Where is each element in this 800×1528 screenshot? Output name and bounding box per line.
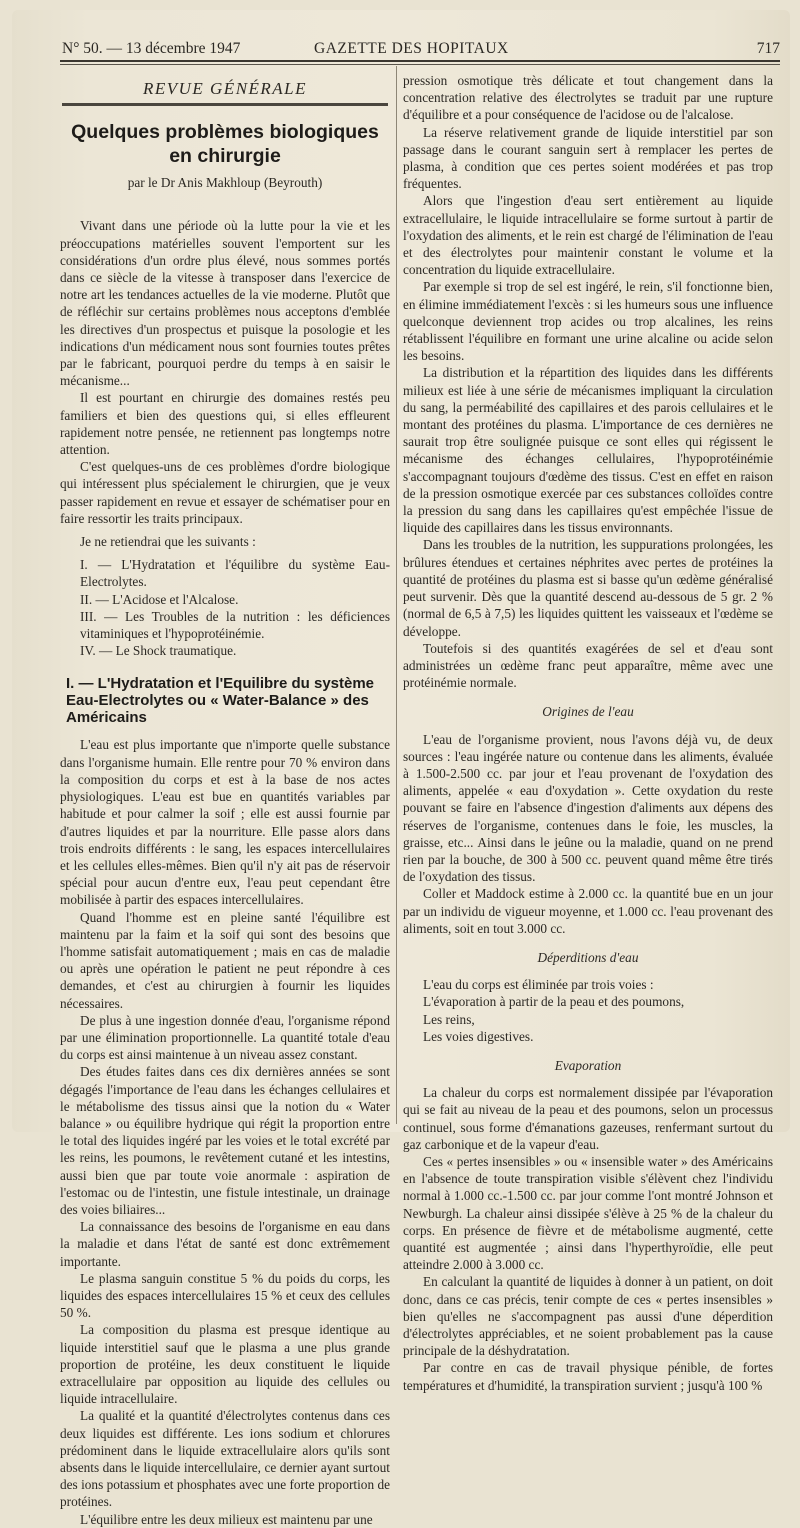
section-heading: REVUE GÉNÉRALE bbox=[142, 79, 308, 98]
toc-item: III. — Les Troubles de la nutrition : les déficiences vitaminiques et l'hypoprotéinémie. bbox=[80, 608, 390, 642]
body-paragraph: La qualité et la quantité d'électrolytes contenus dans ces deux liquides est différente. Les ions sodium et chlorures prédominent dans le liquide extracellulaire alors qu'ils sont absents dans le liquide intercellulaire, ce dernier ayant surtout des ions potassium et phosphates avec une forte proportion de protéines. bbox=[60, 1408, 390, 1510]
body-paragraph: Quand l'homme est en pleine santé l'équilibre est maintenu par la faim et la soif qui sont des besoins que l'homme satisfait automatiquement ; mais en cas de maladie ou après une opération le patient ne peut répondre à ces demandes, et c'est au chirurgien à fournir les liquides nécessaires. bbox=[60, 909, 390, 1011]
intro-paragraph: Il est pourtant en chirurgie des domaines restés peu familiers et bien des questions qui, si elles effleurent rapidement notre pensée, ne retiennent pas longtemps notre attention. bbox=[60, 390, 390, 458]
body-paragraph: Des études faites dans ces dix dernières années se sont dégagés l'importance de l'eau dans les échanges cellulaires et le métabolisme des tissus ainsi que la notion du « Water balance » ou équilibre hydrique qui régit la proportion entre le total des liquides ingéré par les voies et le total excrété par les reins, les poumons, le revêtement cutané et les intestins, aussi bien que par toute voie anormale : aspiration de l'estomac ou de l'intestin, une fistule intestinale, un drainage des voies biliaires... bbox=[60, 1064, 390, 1217]
body-paragraph: De plus à une ingestion donnée d'eau, l'organisme répond par une élimination proportionnelle. La quantité totale d'eau du corps est ainsi maintenue à un niveau assez constant. bbox=[60, 1012, 390, 1063]
running-header bbox=[62, 38, 780, 60]
list-item: Les voies digestives. bbox=[423, 1028, 534, 1044]
body-paragraph: La chaleur du corps est normalement dissipée par l'évaporation qui se fait au niveau de la peau et des poumons, selon un processus continuel, sous forme d'émanations gazeuses, renfermant surtout du gaz carbonique et de la vapeur d'eau. bbox=[403, 1085, 773, 1152]
toc-item: I. — L'Hydratation et l'équilibre du système Eau-Electrolytes. bbox=[80, 557, 390, 590]
body-paragraph: La composition du plasma est presque identique au liquide interstitiel sauf que le plasma a une plus grande proportion de protéine, les deux constituent le liquide extracellulaire par opposition au liquide des cellules ou liquide intracellulaire. bbox=[60, 1322, 390, 1407]
body-paragraph: Dans les troubles de la nutrition, les suppurations prolongées, les brûlures étendues et certaines néphrites avec pertes de protéines la quantité de protéines du plasma est si basse qu'un œdème généralisé peut survenir. Dès que la quantité descend au-dessous de 5 gr. 2 % (normal de 6,5 à 7,5) les liquides quittent les vaisseaux et l'œdème se développe. bbox=[403, 537, 773, 639]
body-paragraph: Par exemple si trop de sel est ingéré, le rein, s'il fonctionne bien, en élimine immédiatement l'excès : si les humeurs sous une influence quelconque deviennent trop acides ou trop alcalines, les reins rétablissent l'équilibre en formant une urine alcaline ou acide selon les besoins. bbox=[403, 279, 773, 364]
header-rule bbox=[60, 60, 780, 62]
body-paragraph: Par contre en cas de travail physique pénible, de fortes températures et d'humidité, la transpiration survient ; jusqu'à 100 % bbox=[403, 1360, 773, 1393]
right-column bbox=[403, 72, 773, 1394]
article-author: par le Dr Anis Makhloup (Beyrouth) bbox=[127, 175, 323, 191]
list-item: L'évaporation à partir de la peau et des poumons, bbox=[423, 994, 685, 1010]
list-item: Les reins, bbox=[423, 1011, 475, 1027]
subtitle-origines: Origines de l'eau bbox=[542, 704, 634, 720]
column-divider bbox=[396, 66, 397, 1124]
intro-paragraph: Je ne retiendrai que les suivants : bbox=[80, 534, 256, 550]
body-paragraph: Le plasma sanguin constitue 5 % du poids du corps, les liquides des espaces intercellulaires 15 % et ceux des cellules 50 %. bbox=[60, 1270, 390, 1321]
body-paragraph: Coller et Maddock estime à 2.000 cc. la quantité bue en un jour par un individu de vigueur moyenne, et 1.000 cc. l'eau provenant des aliments, soit en tout 3.000 cc. bbox=[403, 886, 773, 936]
body-paragraph: La connaissance des besoins de l'organisme en eau dans la maladie et dans l'état de santé est donc extrêmement importante. bbox=[60, 1219, 390, 1269]
journal-name: GAZETTE DES HOPITAUX bbox=[314, 40, 509, 57]
issue-date: N° 50. — 13 décembre 1947 bbox=[62, 40, 241, 57]
left-column bbox=[60, 78, 390, 1528]
body-paragraph: Ces « pertes insensibles » ou « insensible water » des Américains en l'absence de toute transpiration visible s'élèvent chez l'individu normal à 1.000 cc.-1.500 cc. par jour comme l'ont montré Johnson et Newburgh. La chaleur ainsi dissipée s'élève à 25 % de la chaleur du corps. En présence de fièvre et de métabolisme augmenté, cette quantité est augmentée ; ainsi dans l'hyperthyroïdie, elle peut atteindre 2.000 à 3.000 cc. bbox=[403, 1153, 773, 1273]
subtitle-evaporation: Evaporation bbox=[554, 1057, 622, 1073]
body-paragraph: L'eau du corps est éliminée par trois voies : bbox=[423, 977, 654, 993]
body-paragraph: pression osmotique très délicate et tout changement dans la concentration relative des électrolytes se traduit par une rupture d'équilibre et a pour conséquence de l'acidose ou de l'alcalose. bbox=[403, 73, 773, 123]
page-number: 717 bbox=[756, 40, 780, 57]
article-title: Quelques problèmes biologiques en chirurgie bbox=[71, 121, 379, 168]
body-paragraph: L'eau de l'organisme provient, nous l'avons déjà vu, de deux sources : l'eau ingérée nature ou contenue dans les aliments, évaluée à 1.500-2.500 cc. par jour et l'eau provenant de l'oxydation des aliments, appelée « eau d'oxydation ». Cette oxydation du reste pouvant se faire en l'absence d'ingestion d'aliments aux dépens des réserves de l'organisme, contenues dans le foie, les muscles, la graisse, etc... Ainsi dans le jeûne ou la maladie, quand on ne prend rien par la bouche, de 300 à 500 cc. peuvent quand même être tirés de l'oxydation des tissus. bbox=[403, 731, 773, 885]
header-rule-thin bbox=[60, 64, 780, 65]
toc-item: IV. — Le Shock traumatique. bbox=[80, 643, 237, 659]
subtitle-deperditions: Déperditions d'eau bbox=[537, 949, 639, 965]
body-paragraph: La distribution et la répartition des liquides dans les différents milieux est liée à une série de mécanismes impliquant la circulation du sang, la perméabilité des capillaires et des parois cellulaires et le montant des protéines du plasma. L'importance de ces dernières ne saurait trop être soulignée puisque ce sont elles qui régissent le mécanisme des échanges cellulaires, l'hypoprotéinémie s'accompagnant toujours d'œdème des tissus. C'est en effet en raison de la pression osmotique exercée par ces substances colloïdes contre la pression du sang dans les capillaires qu'est empêchée l'issue de liquide des capillaires dans les tissus environnants. bbox=[403, 365, 773, 536]
toc-item: II. — L'Acidose et l'Alcalose. bbox=[80, 591, 239, 607]
intro-paragraph: C'est quelques-uns de ces problèmes d'ordre biologique qui intéressent plus spécialement le chirurgien, que je veux passer rapidement en revue et essayer de schématiser pour en faire ressortir les traits principaux. bbox=[60, 459, 390, 526]
body-paragraph: L'eau est plus importante que n'importe quelle substance dans l'organisme humain. Elle rentre pour 70 % environ dans la composition du corps et est à la base de nos actes physiologiques. L'eau est bue en quantités variables par habitude et pour calmer la soif ; elle est aussi fournie par d'autres liquides et par la nourriture. Elle passe alors dans trois endroits différents : le sang, les espaces intercellulaires et les cellules elles-mêmes. Bien qu'il n'y ait pas de réservoir spécial pour aucun d'entre eux, l'eau peut cependant être mobilisée à partir des espaces intercellulaires. bbox=[60, 737, 390, 908]
intro-paragraph: Vivant dans une période où la lutte pour la vie et les préoccupations matérielles souvent l'emportent sur les considérations d'un ordre plus élevé, nous sommes portés dans ce siècle de la vitesse à transposer dans l'exercice de notre art les tendances actuelles de la vie moderne. Plutôt que de réfléchir sur certains problèmes nous acceptons d'emblée les directives d'un prospectus et puisque la posologie et les indications d'un médicament nous sont fournies toutes prêtes par le fabricant, pourquoi perdre du temps à en saisir le mécanisme... bbox=[60, 218, 390, 389]
body-paragraph: En calculant la quantité de liquides à donner à un patient, on doit donc, dans ce cas précis, tenir compte de ces « pertes insensibles » bien qu'elles ne s'accompagnent pas aussi d'une déperdition d'électrolytes appréciables, et ne soient probablement pas la cause principale de la déshydratation. bbox=[403, 1274, 773, 1359]
body-paragraph: L'équilibre entre les deux milieux est maintenu par une bbox=[80, 1511, 373, 1527]
section-title: I. — L'Hydratation et l'Equilibre du système Eau-Electrolytes ou « Water-Balance » des Américains bbox=[66, 675, 375, 727]
body-paragraph: La réserve relativement grande de liquide interstitiel par son passage dans le courant sanguin sert à remplacer les pertes de plasma, à condition que ces pertes soient modérées et pas trop fréquentes. bbox=[403, 124, 773, 192]
section-rule bbox=[62, 103, 388, 106]
body-paragraph: Alors que l'ingestion d'eau sert entièrement au liquide extracellulaire, le liquide intracellulaire se forme surtout à partir de l'oxydation des aliments, et le rein est chargé de l'élimination de l'eau et des électrolytes pour maintenir constant le volume et la concentration du liquide extracellulaire. bbox=[403, 193, 773, 278]
body-paragraph: Toutefois si des quantités exagérées de sel et d'eau sont administrées un œdème franc peut apparaître, même avec une protéinémie normale. bbox=[403, 640, 773, 691]
